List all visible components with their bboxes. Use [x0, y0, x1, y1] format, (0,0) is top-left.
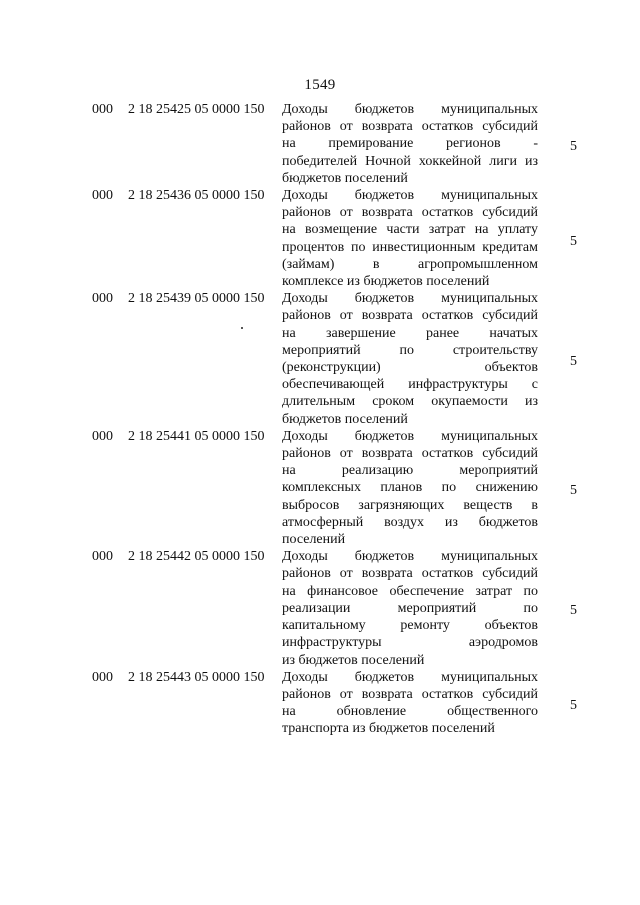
budget-classification-code: 2 18 25439 05 0000 150	[128, 291, 265, 307]
income-name	[282, 101, 538, 187]
budget-classification-code: 2 18 25436 05 0000 150	[128, 188, 265, 204]
income-name-line: транспорта из бюджетов поселений	[282, 721, 495, 737]
income-name-line: районов от возврата остатков субсидий	[282, 446, 538, 462]
income-name-line: атмосферный воздух из бюджетов	[282, 514, 538, 530]
income-name-line: Доходы бюджетов муниципальных	[282, 188, 538, 204]
income-name-line: на премирование регионов -	[282, 136, 538, 152]
income-name-line: победителей Ночной хоккейной лиги из	[282, 153, 538, 169]
admin-code: 000	[92, 669, 113, 685]
income-name-line: мероприятий по строительству	[282, 342, 538, 358]
income-name	[282, 669, 538, 738]
budget-classification-code: 2 18 25442 05 0000 150	[128, 549, 265, 565]
income-name-line: инфраструктуры аэродромов	[282, 635, 538, 651]
distribution-norm: 5	[570, 698, 577, 714]
income-name-line: Доходы бюджетов муниципальных	[282, 669, 538, 685]
income-name-line: Доходы бюджетов муниципальных	[282, 549, 538, 565]
budget-classification-code: 2 18 25425 05 0000 150	[128, 102, 265, 117]
income-name-line: длительным сроком окупаемости из	[282, 394, 538, 410]
income-name-line: обеспечивающей инфраструктуры с	[282, 377, 538, 393]
income-name-line: из бюджетов поселений	[282, 652, 425, 668]
distribution-norm: 5	[570, 354, 577, 370]
table-row	[0, 548, 640, 668]
income-name-line: на финансовое обеспечение затрат по	[282, 583, 538, 599]
table-row	[0, 290, 640, 428]
admin-code: 000	[92, 428, 113, 444]
budget-classification-code: 2 18 25443 05 0000 150	[128, 669, 265, 685]
income-name-line: поселений	[282, 532, 346, 548]
admin-code: 000	[92, 549, 113, 565]
income-name-line: Доходы бюджетов муниципальных	[282, 428, 538, 444]
income-name-line: районов от возврата остатков субсидий	[282, 119, 538, 135]
income-name-line: районов от возврата остатков субсидий	[282, 686, 538, 702]
income-name-line: районов от возврата остатков субсидий	[282, 308, 538, 324]
distribution-norm: 5	[570, 603, 577, 619]
income-name-line: комплексных планов по снижению	[282, 480, 538, 496]
income-name	[282, 428, 538, 548]
income-name-line: Доходы бюджетов муниципальных	[282, 102, 538, 117]
income-name-line: выбросов загрязняющих веществ в	[282, 497, 538, 513]
distribution-norm: 5	[570, 139, 577, 154]
income-name-line: капитальному ремонту объектов	[282, 618, 538, 634]
admin-code: 000	[92, 102, 113, 117]
income-name-line: районов от возврата остатков субсидий	[282, 205, 538, 221]
income-name	[282, 290, 538, 428]
table-row	[0, 428, 640, 548]
income-name-line: на реализацию мероприятий	[282, 463, 538, 479]
income-name	[282, 187, 538, 290]
income-name-line: процентов по инвестиционным кредитам	[282, 239, 538, 255]
table-row	[0, 669, 640, 738]
page-number: 1549	[304, 77, 336, 93]
distribution-norm: 5	[570, 233, 577, 249]
budget-classification-code: 2 18 25441 05 0000 150	[128, 428, 265, 444]
income-codes-table	[0, 101, 640, 738]
table-row	[0, 187, 640, 290]
admin-code: 000	[92, 188, 113, 204]
income-name-line: на возмещение части затрат на уплату	[282, 222, 538, 238]
income-name-line: комплексе из бюджетов поселений	[282, 274, 490, 290]
admin-code: 000	[92, 291, 113, 307]
income-name-line: (займам) в агропромышленном	[282, 256, 538, 272]
income-name-line: бюджетов поселений	[282, 170, 408, 186]
income-name-line: районов от возврата остатков субсидий	[282, 566, 538, 582]
income-name-line: на обновление общественного	[282, 704, 538, 720]
income-name-line: Доходы бюджетов муниципальных	[282, 291, 538, 307]
income-name-line: бюджетов поселений	[282, 411, 408, 427]
distribution-norm: 5	[570, 483, 577, 499]
income-name-line: реализации мероприятий по	[282, 600, 538, 616]
income-name	[282, 548, 538, 668]
income-name-line: (реконструкции) объектов	[282, 360, 538, 376]
scan-speck	[241, 327, 243, 329]
table-row	[0, 101, 640, 187]
income-name-line: на завершение ранее начатых	[282, 325, 538, 341]
